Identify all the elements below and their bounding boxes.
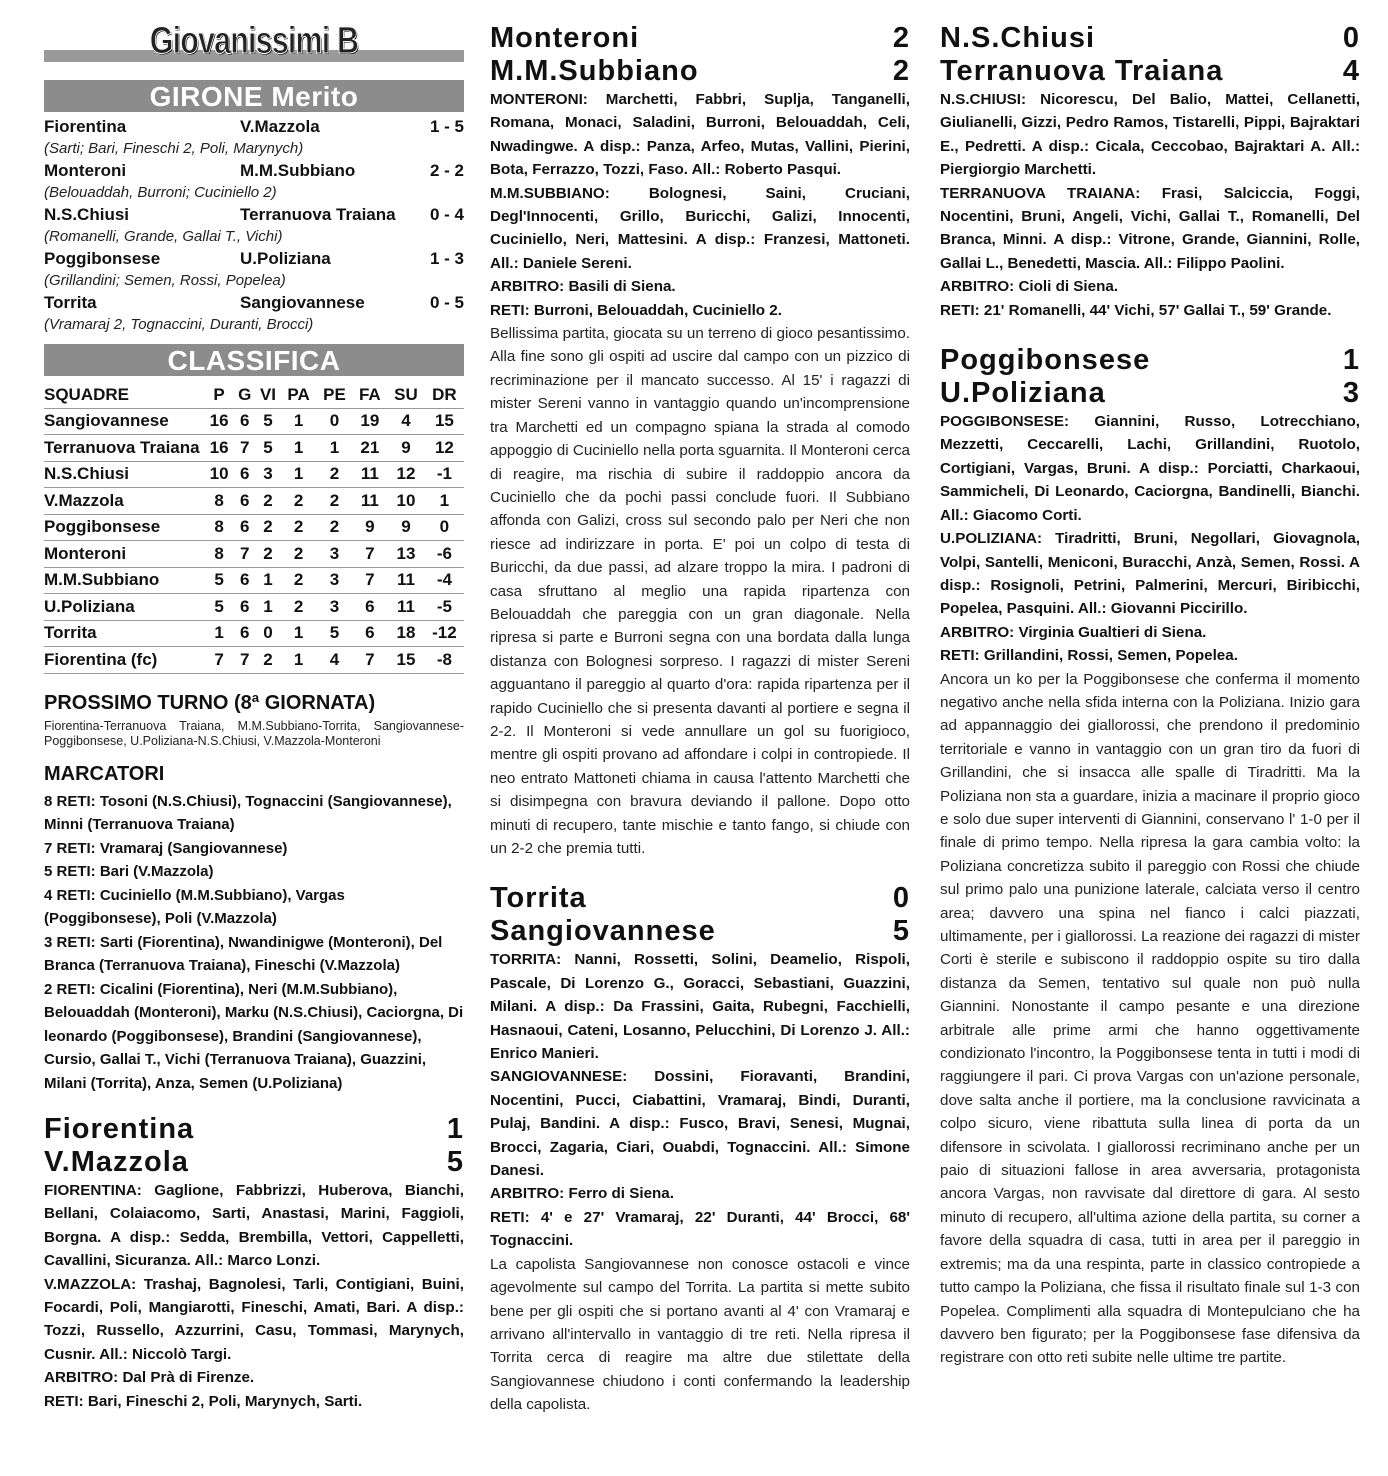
girone-band: GIRONE Merito <box>44 80 464 112</box>
standings-body <box>44 408 464 673</box>
reti: RETI: 21' Romanelli, 44' Vichi, 57' Gallai T., 59' Grande. <box>940 301 1332 319</box>
result-home: N.S.Chiusi <box>44 205 130 224</box>
standings-cell: 16 <box>204 408 234 435</box>
standings-cell: -12 <box>425 620 464 647</box>
match-away-score: 5 <box>892 915 910 948</box>
standings-cell: 7 <box>234 435 255 462</box>
marcatori-line: 3 RETI: Sarti (Fiorentina), Nwandinigwe (Monteroni), Del Branca (Terranuova Traiana), Fineschi (V.Mazzola) <box>44 933 443 974</box>
standings-row <box>44 408 464 435</box>
standings-cell: 6 <box>234 461 255 488</box>
match-chiusi <box>940 22 1360 322</box>
result-item <box>44 248 464 292</box>
match-home-line <box>490 22 910 55</box>
standings-cell: 5 <box>255 435 281 462</box>
standings-cell: 0 <box>316 408 352 435</box>
match-home-line <box>44 1113 464 1146</box>
result-home: Monteroni <box>44 161 127 180</box>
standings-cell: 6 <box>234 514 255 541</box>
standings-cell: -5 <box>425 594 464 621</box>
standings-cell: 4 <box>387 408 425 435</box>
col-header: SU <box>387 382 425 408</box>
lineup-away: SANGIOVANNESE: Dossini, Fioravanti, Brandini, Nocentini, Pucci, Ciabattini, Vramaraj, Bindi, Duranti, Pulaj, Bandini. A disp.: Fusco, Bravi, Senesi, Mugnai, Brocci, Zagaria, Ciari, Ouabdi, Tognaccini. All.: Simone Danesi. <box>490 1068 910 1180</box>
result-away: V.Mazzola <box>240 117 320 136</box>
page-title: Giovanissimi B <box>149 20 359 62</box>
standings-cell: 6 <box>234 488 255 515</box>
standings-cell: 2 <box>281 567 317 594</box>
match-home-score: 1 <box>446 1113 464 1145</box>
result-scorers: (Belouaddah, Burroni; Cuciniello 2) <box>44 184 277 201</box>
standings-cell: 1 <box>255 567 281 594</box>
result-scorers: (Sarti; Bari, Fineschi 2, Poli, Marynych) <box>44 140 304 157</box>
result-score: 1 - 5 <box>429 117 464 136</box>
standings-cell: 7 <box>353 567 388 594</box>
result-away: U.Poliziana <box>240 249 331 268</box>
match-fiorentina <box>44 1113 464 1413</box>
standings-cell: 1 <box>425 488 464 515</box>
standings-header-row <box>44 382 464 408</box>
match-home-line <box>940 344 1360 377</box>
standings-cell: -6 <box>425 541 464 568</box>
match-home-score: 0 <box>1342 22 1360 54</box>
standings-table <box>44 382 464 674</box>
marcatori-line: 2 RETI: Cicalini (Fiorentina), Neri (M.M.Subbiano), Belouaddah (Monteroni), Marku (N.S.Chiusi), Caciorgna, Di leonardo (Poggibonsese), Brandini (Sangiovannese), Cursio, Gallai T., Vichi (Terranuova Traiana), Guazzini, Milani (Torrita), Anza, Semen (U.Poliziana) <box>44 980 464 1092</box>
marcatori-line: 5 RETI: Bari (V.Mazzola) <box>44 863 214 880</box>
match-monteroni <box>490 22 910 860</box>
match-away-line <box>44 1146 464 1179</box>
result-item <box>44 116 464 160</box>
standings-cell: 11 <box>387 594 425 621</box>
standings-row <box>44 567 464 594</box>
reti: RETI: Grillandini, Rossi, Semen, Popelea. <box>940 647 1238 665</box>
standings-team: Poggibonsese <box>44 514 204 541</box>
classifica-band: CLASSIFICA <box>44 344 464 376</box>
standings-team: V.Mazzola <box>44 488 204 515</box>
reti: RETI: 4' e 27' Vramaraj, 22' Duranti, 44' Brocci, 68' Tognaccini. <box>490 1208 910 1250</box>
standings-cell: 2 <box>316 514 352 541</box>
lineup-home: N.S.CHIUSI: Nicorescu, Del Balio, Mattei, Cellanetti, Giulianelli, Gizzi, Pedro Ramos, Tistarelli, Pippi, Bajraktari E., Pedretti. A disp.: Cicala, Ceccobao, Bajraktari A. All.: Piergiorgio Marchetti. <box>940 91 1360 179</box>
marcatori-line: 7 RETI: Vramaraj (Sangiovannese) <box>44 839 288 857</box>
match-away-team: Terranuova Traiana <box>940 55 1224 87</box>
standings-cell: 6 <box>234 567 255 594</box>
standings-cell: 10 <box>387 488 425 515</box>
standings-cell: 5 <box>204 594 234 621</box>
standings-cell: 2 <box>281 514 317 541</box>
standings-cell: 8 <box>204 488 234 515</box>
col-header: P <box>204 382 234 408</box>
standings-cell: 6 <box>234 408 255 435</box>
standings-cell: 2 <box>255 488 281 515</box>
match-home-team: Fiorentina <box>44 1113 195 1145</box>
lineup-home: POGGIBONSESE: Giannini, Russo, Lotrecchiano, Mezzetti, Ceccarelli, Lachi, Grillandini, Ruotolo, Cortigiani, Vargas, Bruni. A disp.: Porciatti, Charkaoui, Sammicheli, Di Leonardo, Caciorgna, Bandinelli, Bianchi. All.: Giacomo Corti. <box>940 413 1360 524</box>
standings-cell: 7 <box>353 647 388 674</box>
column-middle <box>490 22 910 1417</box>
lineup-away: U.POLIZIANA: Tiradritti, Bruni, Negollari, Giovagnola, Volpi, Santelli, Meniconi, Buracchi, Anzà, Semen, Rossi. A disp.: Rosignoli, Petrini, Palmerini, Mercuri, Biribicchi, Popelea, Pasquini. All.: Giovanni Piccirillo. <box>940 530 1360 618</box>
standings-cell: 3 <box>316 567 352 594</box>
arbitro: ARBITRO: Cioli di Siena. <box>940 278 1119 296</box>
result-score: 2 - 2 <box>429 161 464 180</box>
standings-cell: 2 <box>316 488 352 515</box>
reti: RETI: Burroni, Belouaddah, Cuciniello 2. <box>490 301 782 319</box>
prossimo-title: PROSSIMO TURNO (8ª GIORNATA) <box>44 691 376 714</box>
standings-cell: 2 <box>281 541 317 568</box>
page-title-block <box>44 20 464 70</box>
result-home: Poggibonsese <box>44 249 161 268</box>
standings-cell: 7 <box>353 541 388 568</box>
arbitro: ARBITRO: Basili di Siena. <box>490 278 676 296</box>
lineup-away: M.M.SUBBIANO: Bolognesi, Saini, Cruciani, Degl'Innocenti, Grillo, Buricchi, Galizi, Innocenti, Cuciniello, Neri, Mattesini. A disp.: Franzesi, Mattoneti. All.: Daniele Sereni. <box>490 184 910 272</box>
match-away-score: 2 <box>892 55 910 87</box>
standings-cell: 1 <box>204 620 234 647</box>
standings-cell: 1 <box>255 594 281 621</box>
match-away-line <box>940 55 1360 88</box>
result-score: 0 - 5 <box>429 293 464 312</box>
standings-team: Terranuova Traiana <box>44 435 204 462</box>
standings-row <box>44 541 464 568</box>
match-home-score: 1 <box>1342 344 1360 377</box>
standings-cell: 1 <box>281 435 317 462</box>
result-score: 0 - 4 <box>429 205 464 224</box>
match-torrita <box>490 882 910 1416</box>
standings-cell: 11 <box>387 567 425 594</box>
lineup-home: FIORENTINA: Gaglione, Fabbrizzi, Huberova, Bianchi, Bellani, Colaiacomo, Sarti, Anastasi, Marini, Faggioli, Borgna. A disp.: Sedda, Brembilla, Vettori, Cappelletti, Cavallini, Sicuranza. All.: Marco Lonzi. <box>44 1182 464 1270</box>
standings-row <box>44 461 464 488</box>
result-home: Torrita <box>44 293 97 312</box>
standings-row <box>44 594 464 621</box>
lineup-home: MONTERONI: Marchetti, Fabbri, Suplja, Tanganelli, Romana, Monaci, Saladini, Burroni, Belouaddah, Celi, Nwadingwe. A disp.: Panza, Arfeo, Mutas, Vallini, Pierini, Bota, Ferrazzo, Tozzi, Faso. All.: Roberto Pasqui. <box>490 91 910 179</box>
match-home-team: Poggibonsese <box>940 344 1151 377</box>
match-home-score: 2 <box>892 22 910 54</box>
standings-cell: 11 <box>353 488 388 515</box>
match-story: Ancora un ko per la Poggibonsese che conferma il momento negativo anche nella sfida interna con la Poliziana. Inizio gara ad appannaggio dei giallorossi, che prendono il predominio territoriale e vanno in vantaggio con un gran tiro da fuori di Grillandini, che si insacca alle spalle di Tiradritti. Ma la Poliziana non sta a guardare, inizia a macinare il proprio gioco e solo due super interventi di Giannini, conservano l' 1-0 per il finale di primo tempo. Nella ripresa la gara cambia volto: la Poliziana concretizza subito il pareggio con Rossi che chiude sul primo palo una punizione laterale, calciata verso il centro area; davvero una spina nel fianco i calci piazzati, ultimamente, per i giallorossi. La reazione dei ragazzi di mister Corti è sterile e subiscono il raddoppio ospite su tiro dalla distanza da Semen, tentativo sul quale non può nulla Giannini. Nonostante il campo pesante e una direzione arbitrale alle prime armi che hanno oggettivamente condizionato l'incontro, la Poggibonsese tenta in tutti i modi di raggiungere il pari. Ci prova Vargas con un'azione personale, dove salta anche il portiere, ma la conclusione ravvicinata a colpo sicuro, viene ribattuta sulla linea di porta da un difensore in scivolata. I giallorossi recriminano anche per un paio di situazioni fallose in area avversaria, protagonista ancora Vargas, non ravvisate dal direttore di gara. Al sesto minuto di recupero, all'ultima azione della partita, su corner a favore della squadra di casa, tutti in area per il pareggio in extremis; ma da una respinta, parte in classico contropiede a tutto campo la Poliziana, che fissa il risultato finale sul 1-3 con Popelea. Complimenti alla squadra di Montepulciano che ha davvero ben figurato; per la Poggibonsese fase difensiva da registrare con otto reti subite nelle ultime tre partite. <box>940 670 1360 1367</box>
col-header: VI <box>255 382 281 408</box>
standings-cell: -8 <box>425 647 464 674</box>
standings-team: Fiorentina (fc) <box>44 647 204 674</box>
standings-row <box>44 488 464 515</box>
lineup-away: V.MAZZOLA: Trashaj, Bagnolesi, Tarli, Contigiani, Buini, Focardi, Poli, Mangiarotti, Fineschi, Amati, Bari. A disp.: Tozzi, Russello, Azzurrini, Casu, Tommasi, Marynych, Cusnir. All.: Niccolò Targi. <box>44 1275 464 1363</box>
standings-cell: 1 <box>281 647 317 674</box>
result-away: Terranuova Traiana <box>240 205 396 224</box>
standings-cell: 3 <box>255 461 281 488</box>
column-right <box>940 22 1360 1370</box>
standings-cell: 2 <box>255 514 281 541</box>
match-away-line <box>490 915 910 948</box>
standings-cell: 6 <box>234 594 255 621</box>
standings-cell: -1 <box>425 461 464 488</box>
standings-cell: 8 <box>204 514 234 541</box>
standings-cell: 15 <box>387 647 425 674</box>
standings-cell: -4 <box>425 567 464 594</box>
match-poggibonsese <box>940 344 1360 1370</box>
standings-cell: 0 <box>425 514 464 541</box>
standings-cell: 15 <box>425 408 464 435</box>
marcatori-line: 8 RETI: Tosoni (N.S.Chiusi), Tognaccini (Sangiovannese), Minni (Terranuova Traiana) <box>44 792 452 833</box>
match-away-team: U.Poliziana <box>940 377 1106 410</box>
standings-cell: 0 <box>255 620 281 647</box>
standings-cell: 2 <box>281 594 317 621</box>
result-score: 1 - 3 <box>429 249 464 268</box>
standings-cell: 4 <box>316 647 352 674</box>
standings-cell: 3 <box>316 541 352 568</box>
arbitro: ARBITRO: Ferro di Siena. <box>490 1185 674 1203</box>
result-item <box>44 292 464 336</box>
standings-cell: 13 <box>387 541 425 568</box>
standings-cell: 6 <box>234 620 255 647</box>
match-home-team: Monteroni <box>490 22 640 54</box>
reti: RETI: Bari, Fineschi 2, Poli, Marynych, Sarti. <box>44 1392 363 1410</box>
standings-cell: 1 <box>281 408 317 435</box>
col-header: DR <box>425 382 464 408</box>
marcatori-title: MARCATORI <box>44 762 165 785</box>
standings-row <box>44 435 464 462</box>
match-home-line <box>490 882 910 915</box>
standings-cell: 21 <box>353 435 388 462</box>
result-item <box>44 160 464 204</box>
marcatori-list <box>44 790 464 1096</box>
standings-cell: 9 <box>353 514 388 541</box>
standings-cell: 7 <box>234 541 255 568</box>
column-left <box>44 0 464 1413</box>
col-header: G <box>234 382 255 408</box>
standings-cell: 12 <box>425 435 464 462</box>
lineup-home: TORRITA: Nanni, Rossetti, Solini, Deamelio, Rispoli, Pascale, Di Lorenzo G., Goracci, Sebastiani, Guazzini, Milani. A disp.: Da Frassini, Gaita, Rubegni, Facchielli, Hasnaoui, Cateni, Losanno, Pelucchini, Di Lorenzo J. All.: Enrico Manieri. <box>490 951 910 1063</box>
standings-row <box>44 514 464 541</box>
standings-cell: 9 <box>387 435 425 462</box>
result-home: Fiorentina <box>44 117 127 136</box>
standings-cell: 1 <box>281 461 317 488</box>
arbitro: ARBITRO: Virginia Gualtieri di Siena. <box>940 623 1207 641</box>
match-home-score: 0 <box>892 882 910 915</box>
match-home-team: Torrita <box>490 882 587 915</box>
standings-team: N.S.Chiusi <box>44 461 204 488</box>
standings-cell: 16 <box>204 435 234 462</box>
standings-cell: 6 <box>353 620 388 647</box>
match-away-line <box>490 55 910 88</box>
result-scorers: (Vramaraj 2, Tognaccini, Duranti, Brocci) <box>44 316 314 333</box>
result-scorers: (Romanelli, Grande, Gallai T., Vichi) <box>44 228 283 245</box>
standings-cell: 2 <box>255 541 281 568</box>
standings-row <box>44 620 464 647</box>
standings-cell: 2 <box>255 647 281 674</box>
match-away-team: M.M.Subbiano <box>490 55 699 87</box>
match-home-line <box>940 22 1360 55</box>
match-away-line <box>940 377 1360 410</box>
result-scorers: (Grillandini; Semen, Rossi, Popelea) <box>44 272 286 289</box>
lineup-away: TERRANUOVA TRAIANA: Frasi, Salciccia, Foggi, Nocentini, Bruni, Angeli, Vichi, Gallai T., Romanelli, Del Branca, Minni. A disp.: Vitrone, Grande, Giannini, Rolle, Gallai L., Benedetti, Mascia. All.: Filippo Paolini. <box>940 184 1360 272</box>
standings-cell: 18 <box>387 620 425 647</box>
col-header: FA <box>353 382 388 408</box>
standings-cell: 5 <box>316 620 352 647</box>
arbitro: ARBITRO: Dal Prà di Firenze. <box>44 1369 255 1387</box>
standings-cell: 19 <box>353 408 388 435</box>
standings-team: Torrita <box>44 620 204 647</box>
standings-row <box>44 647 464 674</box>
results-list <box>44 116 464 336</box>
standings-cell: 5 <box>255 408 281 435</box>
match-away-team: Sangiovannese <box>490 915 716 948</box>
standings-cell: 6 <box>353 594 388 621</box>
standings-cell: 8 <box>204 541 234 568</box>
standings-cell: 9 <box>387 514 425 541</box>
match-away-team: V.Mazzola <box>44 1146 189 1178</box>
match-story: Bellissima partita, giocata su un terreno di gioco pesantissimo. Alla fine sono gli ospiti ad uscire dal campo con un pizzico di recriminazione per il mancato successo. Al 15' i ragazzi di mister Sereni vanno in vantaggio quando un'incomprensione tra Marchetti ed un compagno spiana la strada al comodo appoggio di Cuciniello nella porta sguarnita. Il Monteroni cerca di reagire, ma rischia di subire il raddoppio ancora da Cuciniello che da pochi passi conclude fuori. Il Subbiano affonda con Galizi, cross sul secondo palo per Neri che non riesce ad indirizzare in porta. E' poi un colpo di testa di Buricchi, da due passi, ad alzare troppo la mira. I padroni di casa sfruttano al meglio una rapida ripartenza con Belouaddah che pareggia con un gran diagonale. Nella ripresa si parte e Burroni segna con una bordata dalla lunga distanza con Bolognesi sorpreso. I ragazzi di mister Sereni agguantano il pareggio al quarto d'ora: rapida ripartenza per il rapido Cuciniello che si presenta davanti al portiere e segna il 2-2. Il Monteroni si vede annullare un gol su fuorigioco, mentre gli ospiti provano ad affondare i colpi in contropiede. Il neo entrato Mattoneti chiama in causa l'attento Marchetti che si disimpegna con bravura deviando il pallone. Dopo otto minuti di recupero, tante mischie e tanto fango, si chiude con un 2-2 che premia tutti. <box>490 325 910 857</box>
col-header: SQUADRE <box>44 382 204 408</box>
result-item <box>44 204 464 248</box>
standings-cell: 1 <box>281 620 317 647</box>
match-home-team: N.S.Chiusi <box>940 22 1096 54</box>
match-away-score: 5 <box>446 1146 464 1178</box>
col-header: PA <box>281 382 317 408</box>
standings-team: Monteroni <box>44 541 204 568</box>
match-story: La capolista Sangiovannese non conosce ostacoli e vince agevolmente sul campo del Torrita. La partita si mette subito bene per gli ospiti che si portano avanti al 4' con Vramaraj e arrivano all'intervallo in vantaggio di tre reti. Nella ripresa il Torrita cerca di reagire ma altre due stilettate della Sangiovannese chiudono i conti confermando la leadership della capolista. <box>490 1255 910 1414</box>
standings-team: Sangiovannese <box>44 408 204 435</box>
standings-cell: 3 <box>316 594 352 621</box>
result-away: M.M.Subbiano <box>240 161 356 180</box>
standings-cell: 2 <box>316 461 352 488</box>
standings-team: M.M.Subbiano <box>44 567 204 594</box>
standings-cell: 5 <box>204 567 234 594</box>
marcatori-line: 4 RETI: Cuciniello (M.M.Subbiano), Vargas (Poggibonsese), Poli (V.Mazzola) <box>44 886 345 927</box>
match-away-score: 4 <box>1342 55 1360 87</box>
match-away-score: 3 <box>1342 377 1360 410</box>
standings-cell: 7 <box>234 647 255 674</box>
standings-cell: 11 <box>353 461 388 488</box>
standings-cell: 1 <box>316 435 352 462</box>
standings-cell: 7 <box>204 647 234 674</box>
result-away: Sangiovannese <box>240 293 365 312</box>
standings-cell: 2 <box>281 488 317 515</box>
col-header: PE <box>316 382 352 408</box>
standings-cell: 12 <box>387 461 425 488</box>
standings-cell: 10 <box>204 461 234 488</box>
prossimo-text: Fiorentina-Terranuova Traiana, M.M.Subbiano-Torrita, Sangiovannese-Poggibonsese, U.Poliziana-N.S.Chiusi, V.Mazzola-Monteroni <box>44 718 464 748</box>
standings-team: U.Poliziana <box>44 594 204 621</box>
